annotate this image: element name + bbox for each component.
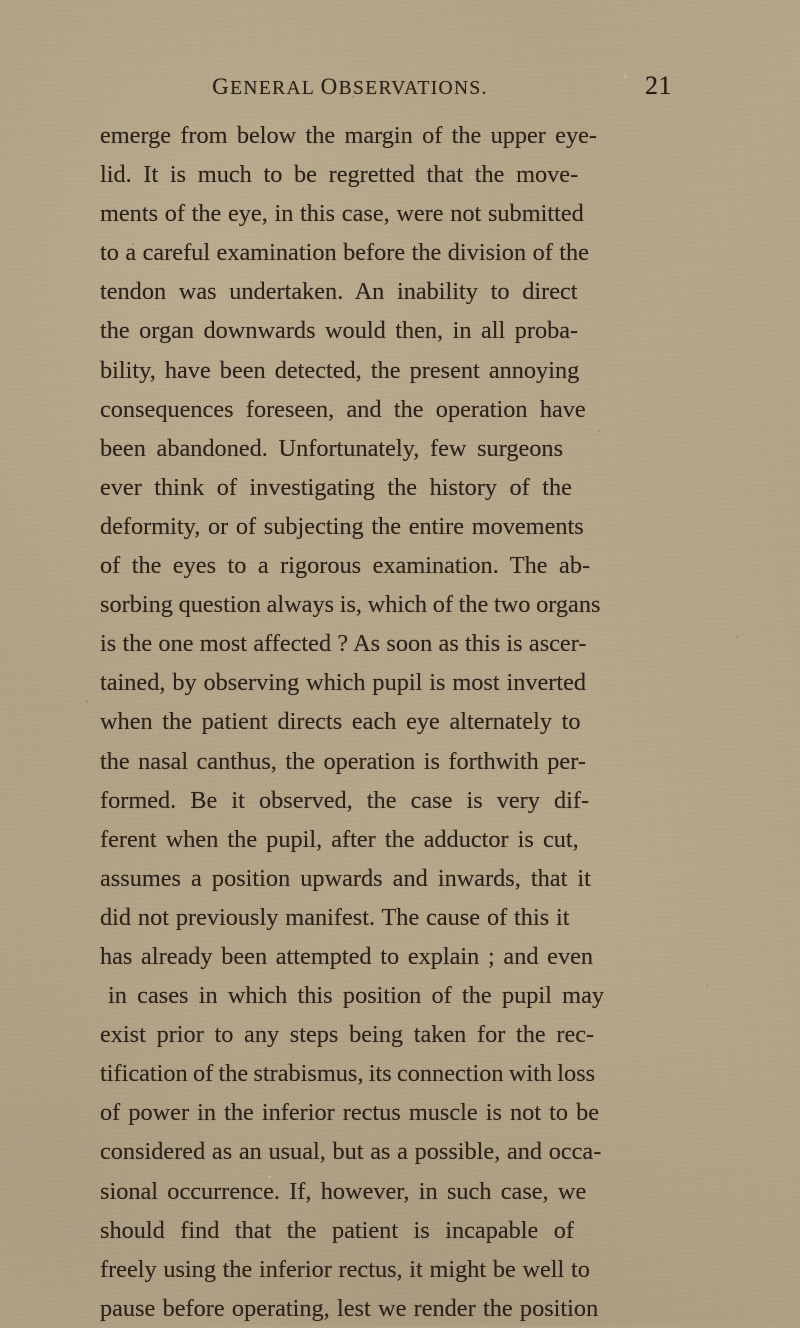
text-line bbox=[100, 781, 673, 820]
text-line-content: to a careful examination before the division of the bbox=[100, 239, 589, 267]
text-line bbox=[100, 233, 673, 272]
text-line bbox=[100, 1211, 673, 1250]
text-line-content: formed. Be it observed, the case is very dif- bbox=[100, 786, 590, 814]
text-line bbox=[100, 194, 673, 233]
text-line bbox=[100, 116, 673, 155]
text-line bbox=[100, 272, 673, 311]
text-line bbox=[100, 429, 673, 468]
text-line-content: sional occurrence. If, however, in such case, we bbox=[100, 1177, 587, 1205]
page-title: GENERAL OBSERVATIONS. bbox=[212, 74, 488, 99]
text-line-content: pause before operating, lest we render the position bbox=[100, 1294, 599, 1322]
text-line-content: consequences foreseen, and the operation have bbox=[100, 395, 586, 423]
text-line-content: did not previously manifest. The cause of this it bbox=[100, 903, 570, 931]
text-line-content: ferent when the pupil, after the adductor is cut, bbox=[100, 825, 579, 853]
text-line-content: of power in the inferior rectus muscle is not to be bbox=[100, 1099, 600, 1127]
text-line bbox=[100, 859, 673, 898]
text-line-content: considered as an usual, but as a possible, and occa- bbox=[100, 1138, 602, 1166]
running-head bbox=[100, 71, 672, 100]
text-line-content: freely using the inferior rectus, it might be well to bbox=[100, 1255, 590, 1283]
text-line-content: deformity, or of subjecting the entire movements bbox=[100, 512, 584, 540]
text-line-content: is the one most affected ? As soon as this is ascer- bbox=[100, 630, 587, 658]
text-line-content: been abandoned. Unfortunately, few surgeons bbox=[100, 434, 564, 462]
text-line-content: tendon was undertaken. An inability to direct bbox=[100, 278, 578, 306]
text-line-content: of the eyes to a rigorous examination. The ab- bbox=[100, 552, 591, 580]
text-line-content: lid. It is much to be regretted that the move- bbox=[100, 161, 579, 189]
text-line bbox=[100, 702, 673, 741]
text-line bbox=[100, 507, 673, 546]
text-line-content: assumes a position upwards and inwards, that it bbox=[100, 864, 591, 892]
text-line-content: in cases in which this position of the pupil may bbox=[108, 982, 605, 1010]
text-line bbox=[100, 898, 673, 937]
text-line bbox=[100, 937, 673, 976]
text-line bbox=[100, 820, 673, 859]
text-line-content: ever think of investigating the history of the bbox=[100, 473, 572, 501]
text-line-content: tained, by observing which pupil is most inverted bbox=[100, 669, 587, 697]
text-line-content: emerge from below the margin of the upper eye- bbox=[100, 122, 597, 149]
text-line-content: ments of the eye, in this case, were not submitted bbox=[100, 200, 584, 228]
text-line-content: tification of the strabismus, its connection with loss bbox=[100, 1060, 596, 1088]
text-line-content: the nasal canthus, the operation is forthwith per- bbox=[100, 747, 586, 775]
text-line bbox=[100, 1093, 673, 1132]
text-line bbox=[100, 624, 673, 663]
text-line bbox=[100, 742, 673, 781]
text-line-content: has already been attempted to explain ; and even bbox=[100, 942, 594, 970]
text-line bbox=[100, 311, 673, 350]
text-line-content: when the patient directs each eye alternately to bbox=[100, 708, 581, 736]
text-line-content: should find that the patient is incapable of bbox=[100, 1216, 575, 1244]
page-number: 21 bbox=[645, 71, 672, 100]
text-line bbox=[100, 976, 673, 1015]
text-line bbox=[100, 1250, 673, 1289]
text-line bbox=[100, 1015, 673, 1054]
text-line bbox=[100, 1289, 673, 1328]
text-line-content: sorbing question always is, which of the two organs bbox=[100, 591, 601, 619]
text-line bbox=[100, 1054, 673, 1093]
text-line-content: the organ downwards would then, in all proba- bbox=[100, 317, 579, 345]
text-line bbox=[100, 468, 673, 507]
text-line bbox=[100, 155, 673, 194]
text-line bbox=[100, 546, 673, 585]
text-line bbox=[100, 663, 673, 702]
text-line bbox=[100, 351, 673, 390]
body-text bbox=[100, 116, 673, 1328]
text-line bbox=[100, 390, 673, 429]
text-line bbox=[100, 1172, 673, 1211]
text-line bbox=[100, 585, 673, 624]
text-line-content: bility, have been detected, the present annoying bbox=[100, 356, 580, 384]
text-line-content: exist prior to any steps being taken for the rec- bbox=[100, 1021, 595, 1049]
text-line bbox=[100, 1132, 673, 1171]
